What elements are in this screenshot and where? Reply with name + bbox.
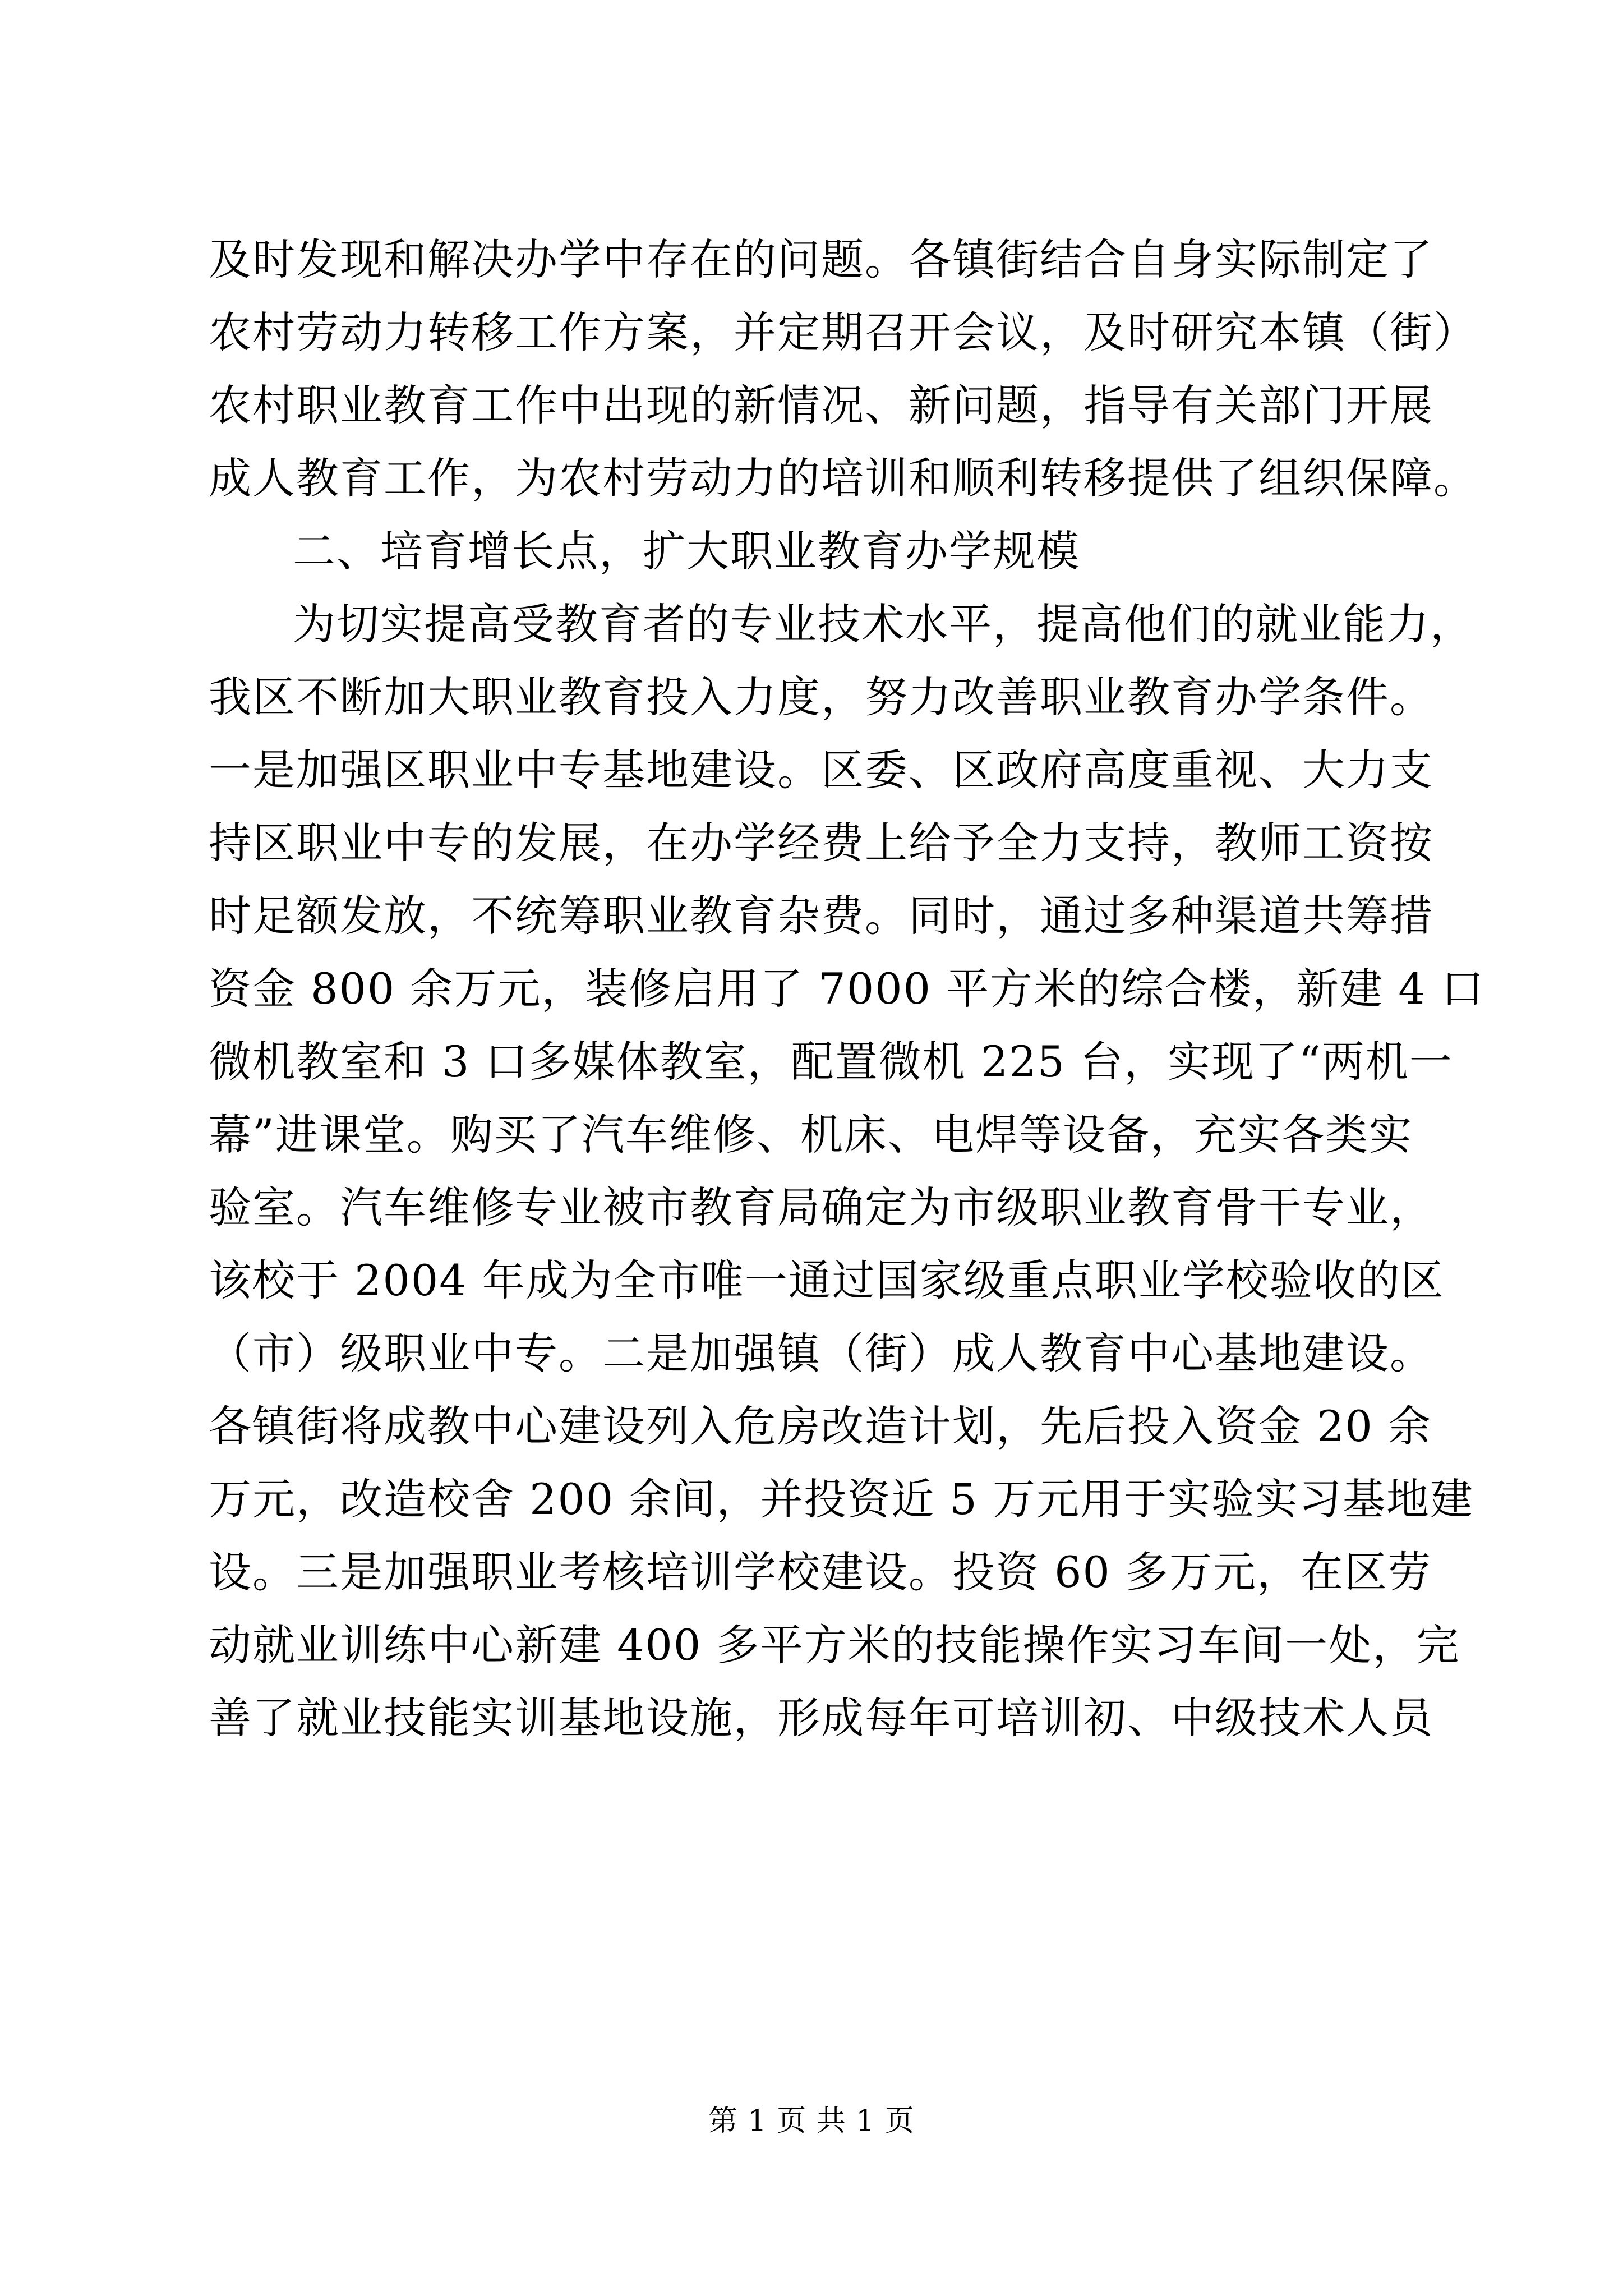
text-line: 及时发现和解决办学中存在的问题。各镇街结合自身实际制定了 (209, 234, 1433, 284)
text-line: 我区不断加大职业教育投入力度，努力改善职业教育办学条件。 (209, 672, 1433, 722)
text-line: 资金 800 余万元，装修启用了 7000 平方米的综合楼，新建 4 口 (209, 964, 1485, 1014)
text-line: 善了就业技能实训基地设施，形成每年可培训初、中级技术人员 (209, 1693, 1433, 1743)
text-line: （市）级职业中专。二是加强镇（街）成人教育中心基地建设。 (209, 1328, 1433, 1378)
text-line: 农村职业教育工作中出现的新情况、新问题，指导有关部门开展 (209, 380, 1433, 430)
text-line: 该校于 2004 年成为全市唯一通过国家级重点职业学校验收的区 (209, 1255, 1445, 1305)
text-line: 幕”进课堂。购买了汽车维修、机床、电焊等设备，充实各类实 (209, 1110, 1413, 1159)
text-line: 万元，改造校舍 200 余间，并投资近 5 万元用于实验实习基地建 (209, 1474, 1474, 1524)
text-line: 动就业训练中心新建 400 多平方米的技能操作实习车间一处，完 (209, 1620, 1460, 1670)
page-footer: 第 1 页 共 1 页 (708, 2104, 915, 2138)
text-line: 一是加强区职业中专基地建设。区委、区政府高度重视、大力支 (209, 745, 1433, 795)
text-line: 时足额发放，不统筹职业教育杂费。同时，通过多种渠道共筹措 (209, 891, 1433, 941)
text-line: 设。三是加强职业考核培训学校建设。投资 60 多万元，在区劳 (209, 1547, 1432, 1597)
section-heading: 二、培育增长点，扩大职业教育办学规模 (293, 526, 1080, 576)
text-line: 成人教育工作，为农村劳动力的培训和顺利转移提供了组织保障。 (209, 453, 1477, 503)
text-line: 为切实提高受教育者的专业技术水平，提高他们的就业能力， (293, 599, 1474, 649)
text-line: 持区职业中专的发展，在办学经费上给予全力支持，教师工资按 (209, 818, 1433, 868)
text-line: 微机教室和 3 口多媒体教室，配置微机 225 台，实现了“两机一 (209, 1037, 1453, 1087)
text-line: 各镇街将成教中心建设列入危房改造计划，先后投入资金 20 余 (209, 1401, 1432, 1451)
text-line: 验室。汽车维修专业被市教育局确定为市级职业教育骨干专业， (209, 1182, 1433, 1232)
text-line: 农村劳动力转移工作方案，并定期召开会议，及时研究本镇（街） (209, 307, 1477, 357)
